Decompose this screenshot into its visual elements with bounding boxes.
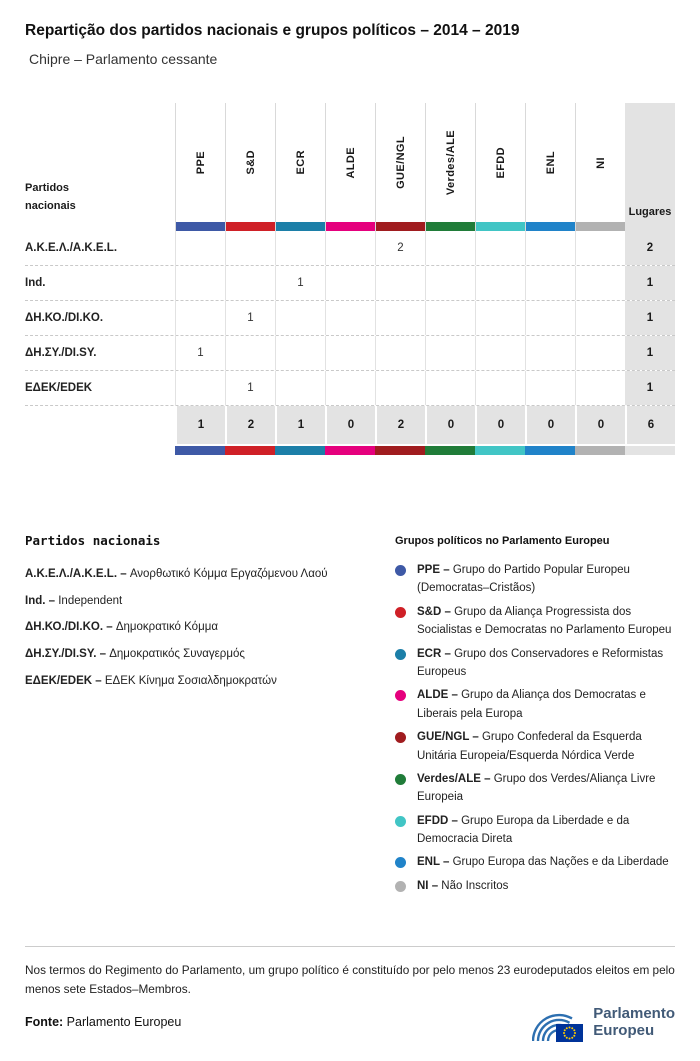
group-color-bar bbox=[375, 446, 425, 455]
group-header-label-wrap bbox=[526, 103, 575, 222]
party-legend-item bbox=[25, 566, 383, 583]
group-color-bar bbox=[425, 446, 475, 455]
group-color-bar bbox=[275, 446, 325, 455]
value-cell bbox=[325, 231, 375, 265]
party-legend-name: Ανορθωτικό Κόμμα Εργαζόμενου Λαού bbox=[129, 568, 328, 580]
group-legend-abbr: ENL – bbox=[417, 856, 453, 869]
group-header-label: Verdes/ALE bbox=[444, 129, 457, 196]
value-cell bbox=[175, 266, 225, 300]
value-cell bbox=[275, 301, 325, 335]
political-groups-legend-list bbox=[395, 561, 675, 895]
group-legend-item bbox=[395, 770, 675, 807]
value-cell bbox=[275, 231, 325, 265]
group-color-bar bbox=[426, 222, 475, 231]
legend-section bbox=[25, 533, 675, 900]
value-cell bbox=[425, 301, 475, 335]
group-header-label: ENL bbox=[544, 150, 557, 175]
value-cell bbox=[225, 336, 275, 370]
political-groups-legend-title: Grupos políticos no Parlamento Europeu bbox=[395, 535, 610, 547]
group-color-bar bbox=[376, 222, 425, 231]
value-cell bbox=[175, 371, 225, 405]
group-header-label-wrap bbox=[426, 103, 475, 222]
seats-header bbox=[625, 103, 675, 231]
value-cell bbox=[175, 231, 225, 265]
group-legend-text: Verdes/ALE – Grupo dos Verdes/Aliança Livre Europeia bbox=[417, 772, 656, 804]
value-cell bbox=[375, 266, 425, 300]
value-cell bbox=[475, 301, 525, 335]
party-legend-name: Δημοκρατικό Κόμμα bbox=[115, 621, 218, 634]
total-value-cell: 2 bbox=[225, 406, 275, 444]
national-parties-legend-list bbox=[25, 566, 383, 689]
party-name-cell: ΕΔΕΚ/EDEK bbox=[25, 382, 93, 394]
group-legend-abbr: EFDD – bbox=[417, 814, 462, 827]
group-header-label-wrap bbox=[226, 103, 275, 222]
party-legend-item bbox=[25, 646, 383, 663]
seats-cell: 1 bbox=[625, 266, 675, 300]
value-cell bbox=[575, 266, 625, 300]
group-header bbox=[275, 103, 325, 231]
group-header bbox=[525, 103, 575, 231]
party-legend-item bbox=[25, 593, 383, 610]
group-legend-abbr: GUE/NGL – bbox=[417, 731, 482, 744]
group-color-bar bbox=[476, 222, 525, 231]
total-value-cell: 0 bbox=[325, 406, 375, 444]
parlamento-europeu-logo bbox=[532, 1001, 675, 1043]
total-seats-cell: 6 bbox=[625, 406, 675, 444]
party-legend-item bbox=[25, 673, 383, 690]
value-cell bbox=[575, 301, 625, 335]
value-cell bbox=[475, 371, 525, 405]
group-header-label-wrap bbox=[576, 103, 625, 222]
group-color-dot bbox=[395, 816, 406, 827]
group-legend-text: ENL – Grupo Europa das Nações e da Liberdade bbox=[417, 856, 669, 869]
value-cell bbox=[225, 266, 275, 300]
group-legend-text: ECR – Grupo dos Conservadores e Reformistas Europeus bbox=[417, 647, 664, 678]
group-header bbox=[475, 103, 525, 231]
group-legend-abbr: NI – bbox=[417, 879, 442, 892]
total-value-cell: 0 bbox=[525, 406, 575, 444]
group-legend-item bbox=[395, 645, 675, 682]
national-parties-legend-title: Partidos nacionais bbox=[25, 533, 161, 548]
value-cell: 1 bbox=[275, 266, 325, 300]
group-legend-item bbox=[395, 686, 675, 723]
seats-table bbox=[25, 103, 675, 455]
value-cell bbox=[275, 371, 325, 405]
value-cell: 1 bbox=[175, 336, 225, 370]
party-name-cell: ΔΗ.ΚΟ./DI.KO. bbox=[25, 312, 104, 324]
group-legend-text: PPE – Grupo do Partido Popular Europeu (Democratas–Cristãos) bbox=[417, 564, 630, 595]
value-cell bbox=[525, 231, 575, 265]
group-legend-text: ALDE – Grupo da Aliança dos Democratas e Liberais pela Europa bbox=[417, 689, 646, 720]
group-legend-abbr: S&D – bbox=[417, 605, 455, 618]
group-header-label: S&D bbox=[244, 150, 257, 175]
footnote: Nos termos do Regimento do Parlamento, um grupo político é constituído por pelo menos 23 eurodeputados eleitos em pelo menos sete Estados–Membros. bbox=[25, 946, 675, 998]
group-legend-abbr: ECR – bbox=[417, 647, 455, 660]
group-color-bar bbox=[225, 446, 275, 455]
value-cell bbox=[525, 336, 575, 370]
group-color-bar bbox=[175, 446, 225, 455]
group-header bbox=[575, 103, 625, 231]
group-header-label-wrap bbox=[276, 103, 325, 222]
total-value-cell: 0 bbox=[425, 406, 475, 444]
table-bottom-color-bars bbox=[25, 446, 675, 455]
value-cell bbox=[475, 231, 525, 265]
group-header-label: ALDE bbox=[344, 146, 357, 179]
party-legend-name: Independent bbox=[58, 594, 123, 607]
group-color-bar bbox=[226, 222, 275, 231]
group-color-dot bbox=[395, 857, 406, 868]
group-header-label-wrap bbox=[476, 103, 525, 222]
group-header bbox=[175, 103, 225, 231]
party-legend-abbr: ΔΗ.ΣΥ./DI.SY. – bbox=[25, 648, 110, 661]
footer bbox=[25, 1001, 675, 1043]
value-cell: 2 bbox=[375, 231, 425, 265]
group-header bbox=[225, 103, 275, 231]
value-cell bbox=[575, 336, 625, 370]
table-row bbox=[25, 301, 675, 336]
group-header bbox=[375, 103, 425, 231]
political-groups-legend bbox=[395, 533, 675, 900]
group-legend-abbr: PPE – bbox=[417, 564, 453, 576]
total-value-cell: 1 bbox=[175, 406, 225, 444]
value-cell bbox=[325, 266, 375, 300]
totals-empty-cell bbox=[25, 406, 175, 444]
source-line bbox=[25, 1015, 181, 1029]
group-color-bar bbox=[526, 222, 575, 231]
table-row bbox=[25, 336, 675, 371]
group-color-dot bbox=[395, 774, 406, 785]
value-cell bbox=[275, 336, 325, 370]
group-color-bar bbox=[475, 446, 525, 455]
value-cell bbox=[175, 301, 225, 335]
value-cell bbox=[375, 336, 425, 370]
value-cell bbox=[325, 301, 375, 335]
group-color-dot bbox=[395, 649, 406, 660]
group-header-label: NI bbox=[594, 156, 607, 169]
party-name-cell: Α.Κ.Ε.Λ./A.K.E.L. bbox=[25, 242, 118, 254]
group-header-label: EFDD bbox=[494, 146, 507, 179]
group-legend-item bbox=[395, 812, 675, 849]
value-cell bbox=[525, 371, 575, 405]
table-row bbox=[25, 371, 675, 406]
group-legend-abbr: Verdes/ALE – bbox=[417, 772, 494, 785]
total-value-cell: 2 bbox=[375, 406, 425, 444]
table-row bbox=[25, 266, 675, 301]
group-header-label-wrap bbox=[176, 103, 225, 222]
group-legend-text: GUE/NGL – Grupo Confederal da Esquerda Unitária Europeia/Esquerda Nórdica Verde bbox=[417, 731, 642, 762]
table-corner-label-text: Partidos nacionais bbox=[25, 181, 76, 212]
group-color-bar bbox=[576, 222, 625, 231]
value-cell bbox=[325, 371, 375, 405]
party-name-cell: Ind. bbox=[25, 277, 46, 289]
value-cell bbox=[425, 266, 475, 300]
party-legend-abbr: Ind. – bbox=[25, 594, 59, 607]
page-subtitle: Chipre – Parlamento cessante bbox=[29, 51, 218, 67]
source-label: Fonte: bbox=[25, 1015, 64, 1029]
value-cell bbox=[325, 336, 375, 370]
group-legend-text: NI – Não Inscritos bbox=[417, 879, 509, 892]
value-cell: 1 bbox=[225, 301, 275, 335]
source-value: Parlamento Europeu bbox=[66, 1015, 182, 1029]
group-color-bar bbox=[176, 222, 225, 231]
bars-empty-cell bbox=[25, 446, 175, 455]
party-legend-abbr: ΔΗ.ΚΟ./DI.KO. – bbox=[25, 621, 116, 634]
group-color-bar bbox=[326, 222, 375, 231]
value-cell bbox=[425, 336, 475, 370]
party-name-cell: ΔΗ.ΣΥ./DI.SY. bbox=[25, 347, 97, 359]
group-legend-item bbox=[395, 877, 675, 895]
page-title: Repartição dos partidos nacionais e grupos políticos – 2014 – 2019 bbox=[25, 22, 520, 39]
total-value-cell: 1 bbox=[275, 406, 325, 444]
value-cell: 1 bbox=[225, 371, 275, 405]
group-legend-item bbox=[395, 561, 675, 598]
group-header-label: PPE bbox=[194, 150, 207, 175]
ep-logo-text-line2: Europeu bbox=[593, 1022, 655, 1039]
group-legend-item bbox=[395, 728, 675, 765]
group-legend-text: S&D – Grupo da Aliança Progressista dos Socialistas e Democratas no Parlamento Europeu bbox=[417, 605, 672, 637]
eu-flag bbox=[556, 1024, 583, 1042]
group-legend-item bbox=[395, 853, 675, 871]
seats-cell: 2 bbox=[625, 231, 675, 265]
group-color-bar bbox=[276, 222, 325, 231]
group-color-bar bbox=[525, 446, 575, 455]
value-cell bbox=[575, 371, 625, 405]
seats-column-bar bbox=[625, 446, 675, 455]
value-cell bbox=[375, 371, 425, 405]
value-cell bbox=[475, 266, 525, 300]
party-legend-item bbox=[25, 619, 383, 636]
value-cell bbox=[425, 231, 475, 265]
total-value-cell: 0 bbox=[575, 406, 625, 444]
seats-header-label: Lugares bbox=[628, 206, 672, 218]
table-row bbox=[25, 231, 675, 266]
group-legend-text: EFDD – Grupo Europa da Liberdade e da Democracia Direta bbox=[417, 814, 630, 846]
group-color-dot bbox=[395, 690, 406, 701]
group-color-dot bbox=[395, 732, 406, 743]
value-cell bbox=[375, 301, 425, 335]
ep-logo-text-line1: Parlamento bbox=[593, 1004, 675, 1022]
group-color-bar bbox=[575, 446, 625, 455]
value-cell bbox=[575, 231, 625, 265]
group-color-dot bbox=[395, 881, 406, 892]
group-header bbox=[425, 103, 475, 231]
seats-cell: 1 bbox=[625, 336, 675, 370]
group-legend-item bbox=[395, 603, 675, 640]
group-header bbox=[325, 103, 375, 231]
group-legend-abbr: ALDE – bbox=[417, 689, 462, 702]
table-totals-row bbox=[25, 406, 675, 444]
group-header-label-wrap bbox=[326, 103, 375, 222]
value-cell bbox=[425, 371, 475, 405]
party-legend-name: Δημοκρατικός Συναγερμός bbox=[109, 648, 245, 661]
party-legend-name: ΕΔΕΚ Κίνημα Σοσιαλδημοκρατών bbox=[104, 674, 277, 687]
national-parties-legend bbox=[25, 533, 383, 900]
value-cell bbox=[475, 336, 525, 370]
value-cell bbox=[525, 266, 575, 300]
party-legend-abbr: Α.Κ.Ε.Λ./A.K.E.L. – bbox=[25, 568, 130, 580]
group-color-dot bbox=[395, 565, 406, 576]
seats-cell: 1 bbox=[625, 301, 675, 335]
value-cell bbox=[525, 301, 575, 335]
group-header-label-wrap bbox=[376, 103, 425, 222]
ep-logo-icon bbox=[532, 1001, 584, 1043]
table-header-row bbox=[25, 103, 675, 231]
group-header-label: GUE/NGL bbox=[394, 136, 407, 189]
party-legend-abbr: ΕΔΕΚ/EDEK – bbox=[25, 674, 105, 687]
seats-cell: 1 bbox=[625, 371, 675, 405]
ep-logo-text bbox=[593, 1005, 675, 1040]
total-value-cell: 0 bbox=[475, 406, 525, 444]
table-body bbox=[25, 231, 675, 406]
group-header-label: ECR bbox=[294, 150, 307, 175]
value-cell bbox=[225, 231, 275, 265]
group-color-bar bbox=[325, 446, 375, 455]
group-color-dot bbox=[395, 607, 406, 618]
table-corner-label bbox=[25, 103, 175, 231]
